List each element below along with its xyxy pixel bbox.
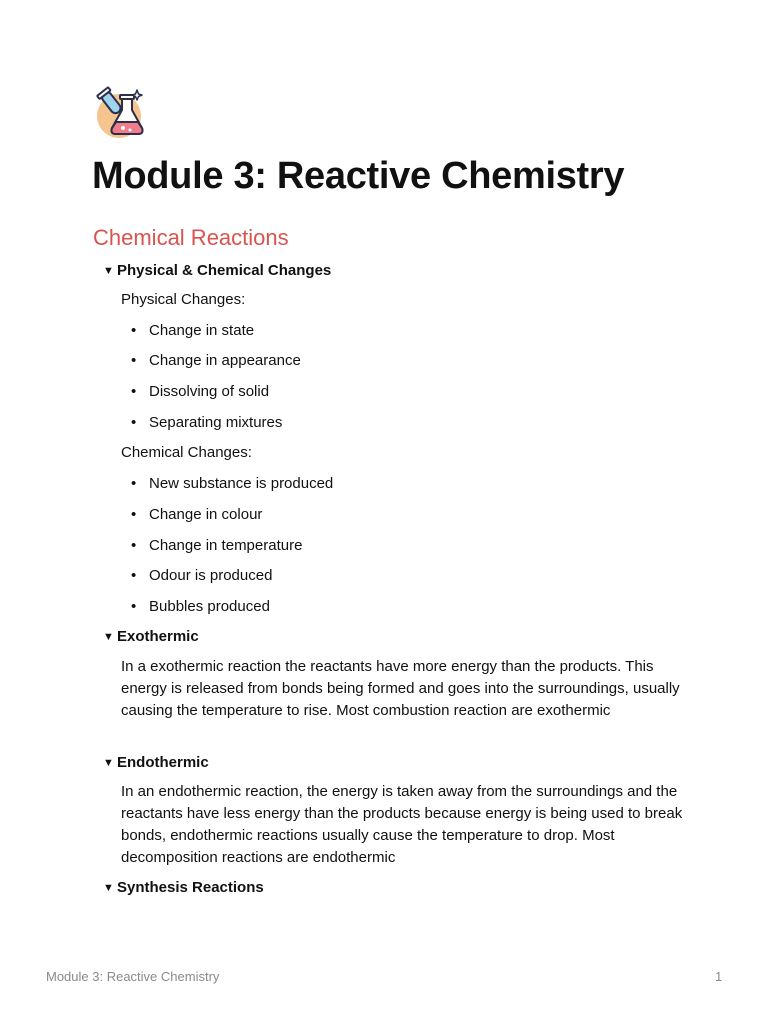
bullet-icon: • <box>131 567 137 584</box>
toggle-open-icon: ▼ <box>103 757 114 769</box>
section-heading: Chemical Reactions <box>93 225 289 250</box>
toggle-open-icon: ▼ <box>103 265 114 277</box>
toggle-open-icon: ▼ <box>103 631 114 643</box>
list-item: Change in appearance <box>149 352 301 369</box>
toggle-label: Physical & Chemical Changes <box>117 262 332 279</box>
bullet-icon: • <box>131 506 137 523</box>
paragraph-endothermic: In an endothermic reaction, the energy is taken away from the surroundings and the reactants have less energy than the products because energy is being used to break bonds, endothermic reactions usually cause the temperature to drop. Most decomposition reactions are endothermic <box>121 783 683 866</box>
toggle-exothermic[interactable] <box>103 626 199 648</box>
toggle-open-icon: ▼ <box>103 882 114 894</box>
list-item: Change in colour <box>149 506 263 523</box>
bullet-icon: • <box>131 475 137 492</box>
group-heading: Physical Changes: <box>121 291 246 308</box>
toggle-label: Endothermic <box>117 754 209 771</box>
bullet-icon: • <box>131 322 137 339</box>
paragraph-exothermic: In a exothermic reaction the reactants have more energy than the products. This energy is released from bonds being formed and goes into the surroundings, usually causing the temperature to rise. Most combustion reaction are exothermic <box>121 658 680 719</box>
toggle-label: Synthesis Reactions <box>117 879 264 896</box>
list-item: Change in state <box>149 322 255 339</box>
list-item: Dissolving of solid <box>149 383 270 400</box>
toggle-label: Exothermic <box>117 628 199 645</box>
page-title: Module 3: Reactive Chemistry <box>92 155 625 197</box>
footer-title: Module 3: Reactive Chemistry <box>46 969 220 984</box>
chemistry-flask-icon <box>92 84 152 144</box>
list-item: New substance is produced <box>149 475 334 492</box>
toggle-endothermic[interactable] <box>103 752 209 774</box>
bullet-icon: • <box>131 414 137 431</box>
bullet-icon: • <box>131 383 137 400</box>
toggle-physical-chemical-changes[interactable] <box>103 260 331 282</box>
bullet-icon: • <box>131 598 137 615</box>
list-item: Change in temperature <box>149 537 303 554</box>
bullet-icon: • <box>131 352 137 369</box>
list-item: Separating mixtures <box>149 414 283 431</box>
toggle-synthesis-reactions[interactable] <box>103 877 264 899</box>
footer-page-number: 1 <box>715 969 723 984</box>
list-item: Bubbles produced <box>149 598 270 615</box>
bullet-icon: • <box>131 537 137 554</box>
list-item: Odour is produced <box>149 567 273 584</box>
group-heading: Chemical Changes: <box>121 444 252 461</box>
